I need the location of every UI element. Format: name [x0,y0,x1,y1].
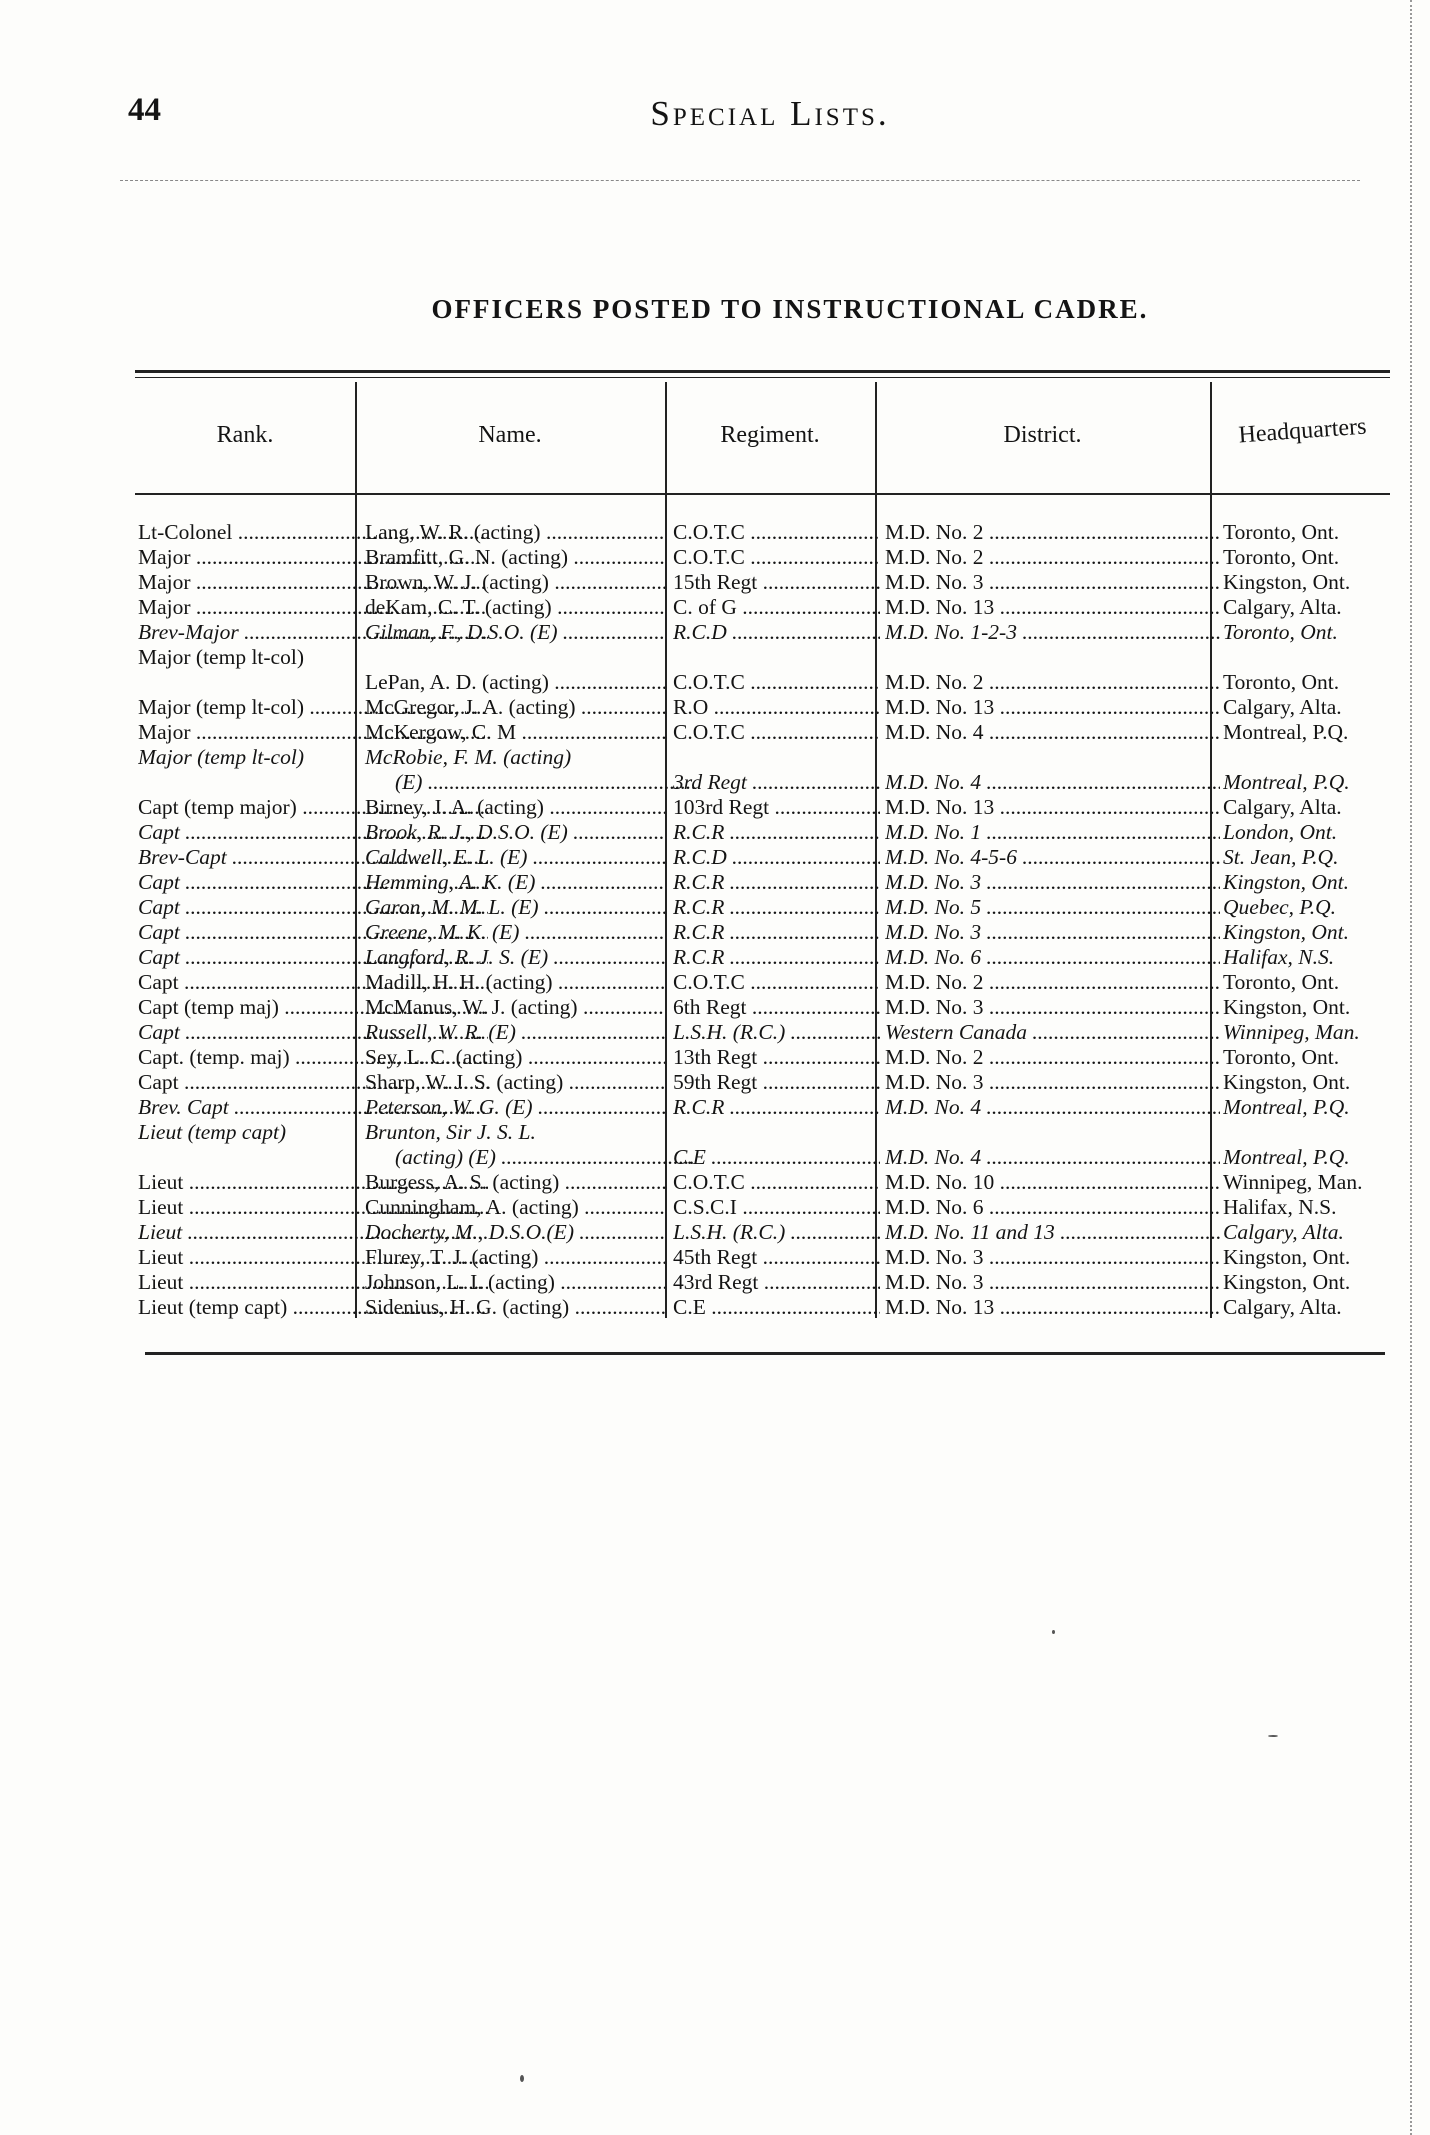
cell-name-continued: (acting) (E) ..... [395,1145,695,1170]
running-title: Special Lists. [650,94,890,133]
table-row [135,1195,1390,1220]
cell-rank: Major (temp lt-col) ..... [138,695,488,720]
cell-regiment: R.C.D ..... [673,845,880,870]
cell-headquarters: Kingston, Ont. [1223,570,1351,594]
cell-headquarters: Montreal, P.Q. [1223,770,1350,794]
table-row [135,545,1390,570]
cell-regiment: R.C.R ..... [673,945,880,970]
cell-regiment: L.S.H. (R.C.) ..... [673,1020,880,1045]
cell-district: M.D. No. 4 ..... [885,1145,1220,1170]
cell-district: M.D. No. 3 ..... [885,1245,1220,1270]
table-row [135,795,1390,820]
cell-rank: Brev-Major ..... [138,620,488,645]
cell-rank: Brev. Capt ..... [138,1095,488,1120]
cell-district: M.D. No. 2 ..... [885,1045,1220,1070]
page-number: 44 [128,92,161,128]
cell-district: M.D. No. 2 ..... [885,520,1220,545]
table-row [135,1070,1390,1095]
cell-rank: Capt ..... [138,945,488,970]
cell-district: M.D. No. 1 ..... [885,820,1220,845]
cell-name: Flurey, T. J. (acting) ..... [365,1245,665,1270]
cell-headquarters: St. Jean, P.Q. [1223,845,1339,869]
cell-headquarters: Calgary, Alta. [1223,1220,1344,1244]
cell-district: M.D. No. 13 ..... [885,1295,1220,1320]
cell-regiment: R.C.R ..... [673,870,880,895]
table-top-rule [135,370,1390,373]
cell-name: deKam, C. T. (acting) ..... [365,595,665,620]
cell-regiment: C.O.T.C ..... [673,520,880,545]
table-row [135,645,1390,695]
cell-regiment: 6th Regt ..... [673,995,880,1020]
print-speck [1052,1630,1055,1634]
cell-headquarters: Calgary, Alta. [1223,1295,1342,1319]
cell-district: M.D. No. 5 ..... [885,895,1220,920]
table-row [135,1020,1390,1045]
cell-district: M.D. No. 6 ..... [885,1195,1220,1220]
cell-district: M.D. No. 4 ..... [885,720,1220,745]
cell-headquarters: Toronto, Ont. [1223,670,1340,694]
cell-regiment: 13th Regt ..... [673,1045,880,1070]
cell-district: M.D. No. 13 ..... [885,595,1220,620]
cell-regiment: L.S.H. (R.C.) ..... [673,1220,880,1245]
cell-rank: Lieut ..... [138,1170,488,1195]
cell-district: M.D. No. 3 ..... [885,1270,1220,1295]
table-row [135,895,1390,920]
cell-name: Greene, M. K. (E) ..... [365,920,665,945]
cell-district: M.D. No. 10 ..... [885,1170,1220,1195]
cell-rank: Lieut (temp capt) ..... [138,1295,488,1320]
cell-headquarters: Winnipeg, Man. [1223,1170,1363,1194]
cell-rank: Capt (temp maj) ..... [138,995,488,1020]
cell-headquarters: Calgary, Alta. [1223,695,1342,719]
cell-regiment: R.O ..... [673,695,880,720]
cell-rank: Major ..... [138,545,488,570]
cell-rank: Capt ..... [138,1020,488,1045]
cell-headquarters: Toronto, Ont. [1223,620,1338,644]
cell-regiment: 15th Regt ..... [673,570,880,595]
cell-regiment: R.C.R ..... [673,820,880,845]
column-header-name: Name. [478,422,542,448]
table-row [135,1270,1390,1295]
table-header-rule [135,493,1390,495]
table-row [135,1170,1390,1195]
cell-rank: Capt ..... [138,920,488,945]
table-row [135,620,1390,645]
print-speck [1268,1735,1278,1737]
cell-regiment: C.E ..... [673,1295,880,1320]
cell-district: M.D. No. 2 ..... [885,970,1220,995]
table-body [135,520,1390,1320]
cell-headquarters: Halifax, N.S. [1223,945,1335,969]
cell-headquarters: Toronto, Ont. [1223,545,1340,569]
table-row [135,1245,1390,1270]
cell-headquarters: Winnipeg, Man. [1223,1020,1360,1044]
cell-headquarters: Toronto, Ont. [1223,1045,1340,1069]
cell-headquarters: Kingston, Ont. [1223,870,1350,894]
cell-district: M.D. No. 3 ..... [885,920,1220,945]
table-row [135,1295,1390,1320]
cell-name: Brown, W. J. (acting) ..... [365,570,665,595]
cell-regiment: R.C.R ..... [673,1095,880,1120]
cell-regiment: 103rd Regt ..... [673,795,880,820]
cell-regiment: C.S.C.I ..... [673,1195,880,1220]
table-row [135,1120,1390,1170]
cell-rank: Lieut ..... [138,1195,488,1220]
cell-rank: Capt ..... [138,1070,488,1095]
cell-rank: Capt ..... [138,870,488,895]
cell-regiment: 59th Regt ..... [673,1070,880,1095]
cell-rank: Capt ..... [138,820,488,845]
table-top-rule-thin [135,377,1390,378]
cell-district: M.D. No. 13 ..... [885,795,1220,820]
cell-regiment: C.O.T.C ..... [673,1170,880,1195]
cell-name: LePan, A. D. (acting) ..... [365,670,665,695]
cell-headquarters: Montreal, P.Q. [1223,1145,1350,1169]
cell-regiment: C.O.T.C ..... [673,970,880,995]
cell-name: Caldwell, E. L. (E) ..... [365,845,665,870]
cell-district: M.D. No. 13 ..... [885,695,1220,720]
table-row [135,1095,1390,1120]
table-row [135,995,1390,1020]
cell-district: M.D. No. 2 ..... [885,545,1220,570]
cell-district: Western Canada ..... [885,1020,1220,1045]
cell-regiment: C.E ..... [673,1145,880,1170]
cell-name: McKergow, C. M ..... [365,720,665,745]
column-header-rank: Rank. [216,422,274,448]
cell-regiment: 3rd Regt ..... [673,770,880,795]
cell-name: Brook, R. J., D.S.O. (E) ..... [365,820,665,845]
cell-name: Sharp, W. J. S. (acting) ..... [365,1070,665,1095]
cell-name: McRobie, F. M. (acting) [365,745,572,769]
cell-regiment: R.C.R ..... [673,920,880,945]
cell-rank: Capt ..... [138,895,488,920]
table-row [135,870,1390,895]
table-title: OFFICERS POSTED TO INSTRUCTIONAL CADRE. [431,294,1149,324]
officers-table [135,370,1390,1355]
cell-name: Johnson, L. I. (acting) ..... [365,1270,665,1295]
cell-headquarters: Toronto, Ont. [1223,970,1340,994]
cell-rank: Major ..... [138,570,488,595]
cell-headquarters: Kingston, Ont. [1223,1070,1351,1094]
cell-name: McGregor, J. A. (acting) ..... [365,695,665,720]
cell-rank: Capt (temp major) ..... [138,795,488,820]
table-row [135,570,1390,595]
cell-regiment: C. of G ..... [673,595,880,620]
table-row [135,595,1390,620]
cell-name: Garon, M. M. L. (E) ..... [365,895,665,920]
cell-regiment: R.C.D ..... [673,620,880,645]
cell-name: Burgess, A. S. (acting) ..... [365,1170,665,1195]
cell-headquarters: Halifax, N.S. [1223,1195,1337,1219]
cell-district: M.D. No. 4-5-6 ..... [885,845,1220,870]
cell-district: M.D. No. 3 ..... [885,570,1220,595]
cell-rank: Capt. (temp. maj) ..... [138,1045,488,1070]
cell-district: M.D. No. 3 ..... [885,870,1220,895]
column-header-district: District. [1003,422,1082,448]
cell-regiment: 43rd Regt ..... [673,1270,880,1295]
cell-regiment: R.C.R ..... [673,895,880,920]
cell-name: Langford, R. J. S. (E) ..... [365,945,665,970]
cell-headquarters: Kingston, Ont. [1223,1270,1351,1294]
cell-headquarters: Calgary, Alta. [1223,595,1342,619]
cell-name: Sidenius, H. G. (acting) ..... [365,1295,665,1320]
table-row [135,920,1390,945]
cell-name: Lang, W. R. (acting) ..... [365,520,665,545]
cell-headquarters: Kingston, Ont. [1223,1245,1351,1269]
table-row [135,845,1390,870]
cell-headquarters: Kingston, Ont. [1223,995,1351,1019]
table-row [135,820,1390,845]
cell-name: Bramfitt, G. N. (acting) ..... [365,545,665,570]
table-row [135,1220,1390,1245]
table-row [135,745,1390,795]
cell-headquarters: Calgary, Alta. [1223,795,1342,819]
page-edge [1406,0,1412,2135]
cell-name: Cunningham, A. (acting) ..... [365,1195,665,1220]
table-row [135,695,1390,720]
cell-rank: Lieut ..... [138,1245,488,1270]
cell-rank: Capt ..... [138,970,488,995]
table-row [135,1045,1390,1070]
cell-headquarters: Toronto, Ont. [1223,520,1340,544]
column-header-headquarters: Headquarters [1237,413,1368,449]
table-row [135,970,1390,995]
cell-headquarters: Montreal, P.Q. [1223,720,1349,744]
cell-district: M.D. No. 6 ..... [885,945,1220,970]
cell-rank: Lt-Colonel ..... [138,520,488,545]
cell-name: Madill, H. H. (acting) ..... [365,970,665,995]
cell-district: M.D. No. 4 ..... [885,770,1220,795]
cell-name: Sey, L. C. (acting) ..... [365,1045,665,1070]
table-row [135,520,1390,545]
cell-name: Birney, J. A. (acting) ..... [365,795,665,820]
cell-rank: Brev-Capt ..... [138,845,488,870]
print-speck [520,2075,524,2082]
cell-name: Russell, W. R. (E) ..... [365,1020,665,1045]
cell-district: M.D. No. 2 ..... [885,670,1220,695]
cell-district: M.D. No. 11 and 13 ..... [885,1220,1220,1245]
cell-headquarters: Montreal, P.Q. [1223,1095,1350,1119]
cell-name: Hemming, A. K. (E) ..... [365,870,665,895]
cell-district: M.D. No. 3 ..... [885,995,1220,1020]
cell-district: M.D. No. 1-2-3 ..... [885,620,1220,645]
cell-name: Docherty, M., D.S.O.(E) ..... [365,1220,665,1245]
cell-rank: Major ..... [138,720,488,745]
column-header-regiment: Regiment. [720,422,820,448]
cell-headquarters: Kingston, Ont. [1223,920,1350,944]
cell-rank: Lieut ..... [138,1270,488,1295]
table-row [135,720,1390,745]
cell-rank: Major (temp lt-col) [138,645,304,669]
cell-rank: Lieut ..... [138,1220,488,1245]
table-row [135,945,1390,970]
cell-district: M.D. No. 4 ..... [885,1095,1220,1120]
cell-rank: Lieut (temp capt) [138,1120,287,1144]
header-rule [120,180,1360,181]
cell-district: M.D. No. 3 ..... [885,1070,1220,1095]
cell-name-continued: (E) ..... [395,770,695,795]
cell-regiment: C.O.T.C ..... [673,670,880,695]
cell-name: Gilman, F., D.S.O. (E) ..... [365,620,665,645]
cell-headquarters: Quebec, P.Q. [1223,895,1337,919]
cell-regiment: C.O.T.C ..... [673,720,880,745]
cell-regiment: C.O.T.C ..... [673,545,880,570]
cell-rank: Major ..... [138,595,488,620]
cell-name: McManus, W. J. (acting) ..... [365,995,665,1020]
cell-rank: Major (temp lt-col) [138,745,304,769]
table-bottom-rule [145,1352,1385,1355]
cell-name: Peterson, W. G. (E) ..... [365,1095,665,1120]
cell-regiment: 45th Regt ..... [673,1245,880,1270]
cell-headquarters: London, Ont. [1223,820,1338,844]
cell-name: Brunton, Sir J. S. L. [365,1120,536,1144]
